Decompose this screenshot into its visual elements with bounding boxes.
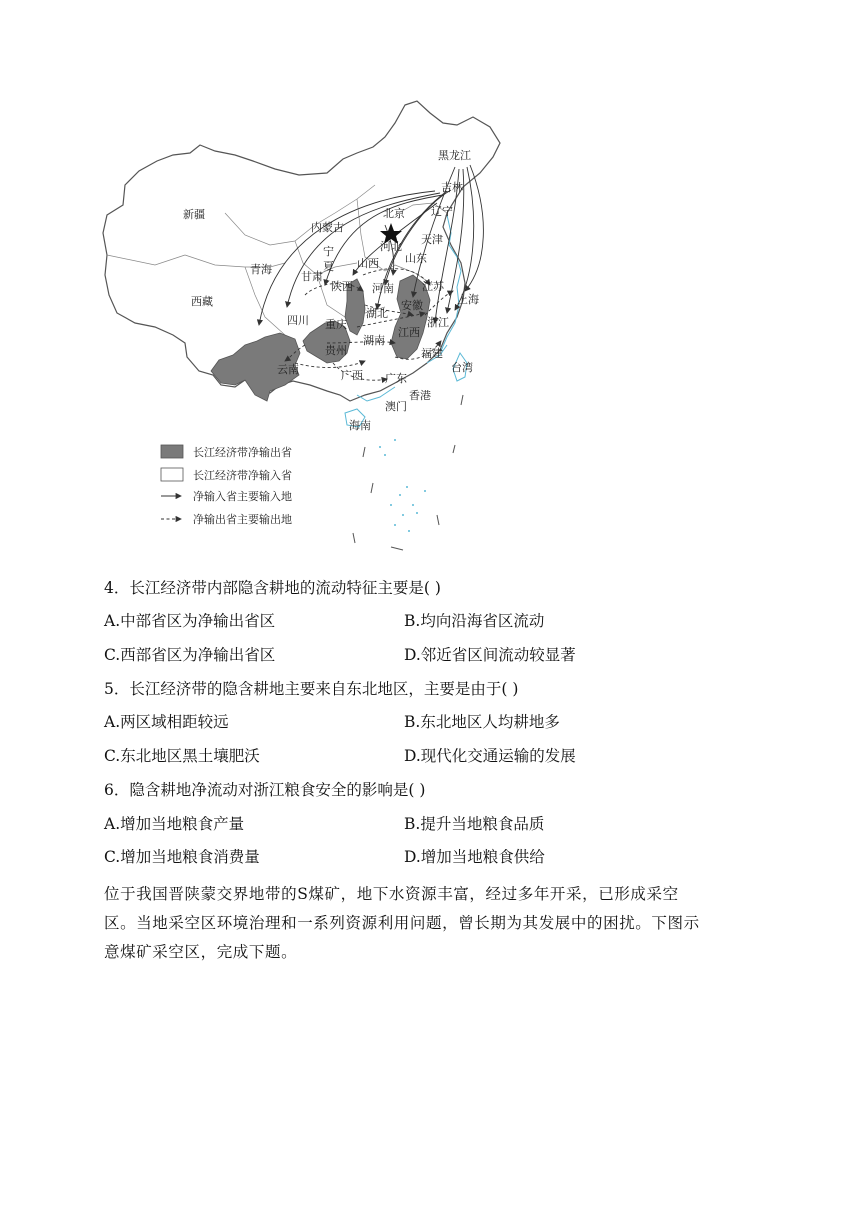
legend-label-export: 长江经济带净输出省: [193, 446, 292, 459]
label-shanghai: 上海: [457, 293, 479, 306]
q4-option-b[interactable]: B.均向沿海省区流动: [404, 612, 545, 630]
label-guangxi: 广西: [341, 369, 363, 382]
label-liaoning: 辽宁: [431, 205, 453, 218]
legend-swatch-import: [161, 468, 183, 481]
q5-option-b[interactable]: B.东北地区人均耕地多: [404, 713, 560, 731]
label-tianjin: 天津: [421, 233, 443, 246]
label-anhui: 安徽: [401, 299, 423, 312]
question-6-stem: 6．隐含耕地净流动对浙江粮食安全的影响是( ): [104, 781, 426, 799]
label-guizhou: 贵州: [325, 344, 347, 357]
passage-line-1: 位于我国晋陕蒙交界地带的S煤矿，地下水资源丰富，经过多年开采，已形成采空: [104, 885, 679, 903]
label-xianggang: 香港: [409, 389, 431, 402]
label-shandong: 山东: [405, 252, 427, 265]
q5-option-d[interactable]: D.现代化交通运输的发展: [404, 747, 576, 765]
legend-label-import: 长江经济带净输入省: [193, 469, 292, 482]
label-henan: 河南: [372, 282, 394, 295]
label-beijing: 北京: [383, 207, 405, 220]
label-guangdong: 广东: [385, 372, 407, 385]
label-qinghai: 青海: [250, 263, 272, 276]
label-sichuan: 四川: [287, 314, 309, 327]
south-sea-islands: [379, 439, 426, 532]
q4-option-a[interactable]: A.中部省区为净输出省区: [104, 612, 276, 630]
china-grain-flow-map: [95, 95, 515, 555]
label-jiangxi: 江西: [398, 326, 420, 339]
label-xinjiang: 新疆: [183, 208, 205, 221]
question-4-stem: 4．长江经济带内部隐含耕地的流动特征主要是( ): [104, 579, 441, 597]
label-ningxia-2: 夏: [323, 260, 334, 273]
label-neimenggu: 内蒙古: [311, 221, 344, 234]
label-hainan: 海南: [349, 419, 371, 432]
label-hebei: 河北: [380, 240, 402, 253]
label-xizang: 西藏: [191, 295, 213, 308]
q6-option-c[interactable]: C.增加当地粮食消费量: [104, 848, 260, 866]
legend-label-output: 净输出省主要输出地: [193, 513, 292, 526]
passage: [104, 880, 754, 967]
label-heilongjiang: 黑龙江: [438, 149, 471, 162]
q6-option-d[interactable]: D.增加当地粮食供给: [404, 848, 545, 866]
label-aomen: 澳门: [385, 400, 407, 413]
label-gansu: 甘肃: [301, 270, 323, 283]
q4-option-d[interactable]: D.邻近省区间流动较显著: [404, 646, 576, 664]
q5-option-c[interactable]: C.东北地区黑土壤肥沃: [104, 747, 260, 765]
legend-swatch-export: [161, 445, 183, 458]
label-hunan: 湖南: [363, 334, 385, 347]
q4-option-c[interactable]: C.西部省区为净输出省区: [104, 646, 276, 664]
q6-option-b[interactable]: B.提升当地粮食品质: [404, 815, 545, 833]
label-jilin: 吉林: [441, 181, 463, 194]
label-taiwan: 台湾: [451, 361, 473, 374]
question-5-stem: 5．长江经济带的隐含耕地主要来自东北地区，主要是由于( ): [104, 680, 519, 698]
label-fujian: 福建: [421, 347, 443, 360]
label-chongqing: 重庆: [325, 318, 347, 331]
map-legend: [161, 445, 292, 526]
legend-label-input: 净输入省主要输入地: [193, 490, 292, 503]
label-shaanxi: 陕西: [331, 280, 353, 293]
passage-line-3: 意煤矿采空区，完成下题。: [104, 943, 298, 961]
label-zhejiang: 浙江: [427, 316, 449, 329]
label-yunnan: 云南: [277, 363, 299, 376]
label-shanxi: 山西: [357, 257, 379, 270]
label-hubei: 湖北: [366, 307, 388, 320]
q5-option-a[interactable]: A.两区域相距较远: [104, 713, 229, 731]
passage-line-2: 区。当地采空区环境治理和一系列资源利用问题，曾长期为其发展中的困扰。下图示: [104, 914, 700, 932]
label-jiangsu: 江苏: [422, 280, 444, 293]
q6-option-a[interactable]: A.增加当地粮食产量: [104, 815, 245, 833]
label-ningxia: 宁: [323, 245, 334, 258]
